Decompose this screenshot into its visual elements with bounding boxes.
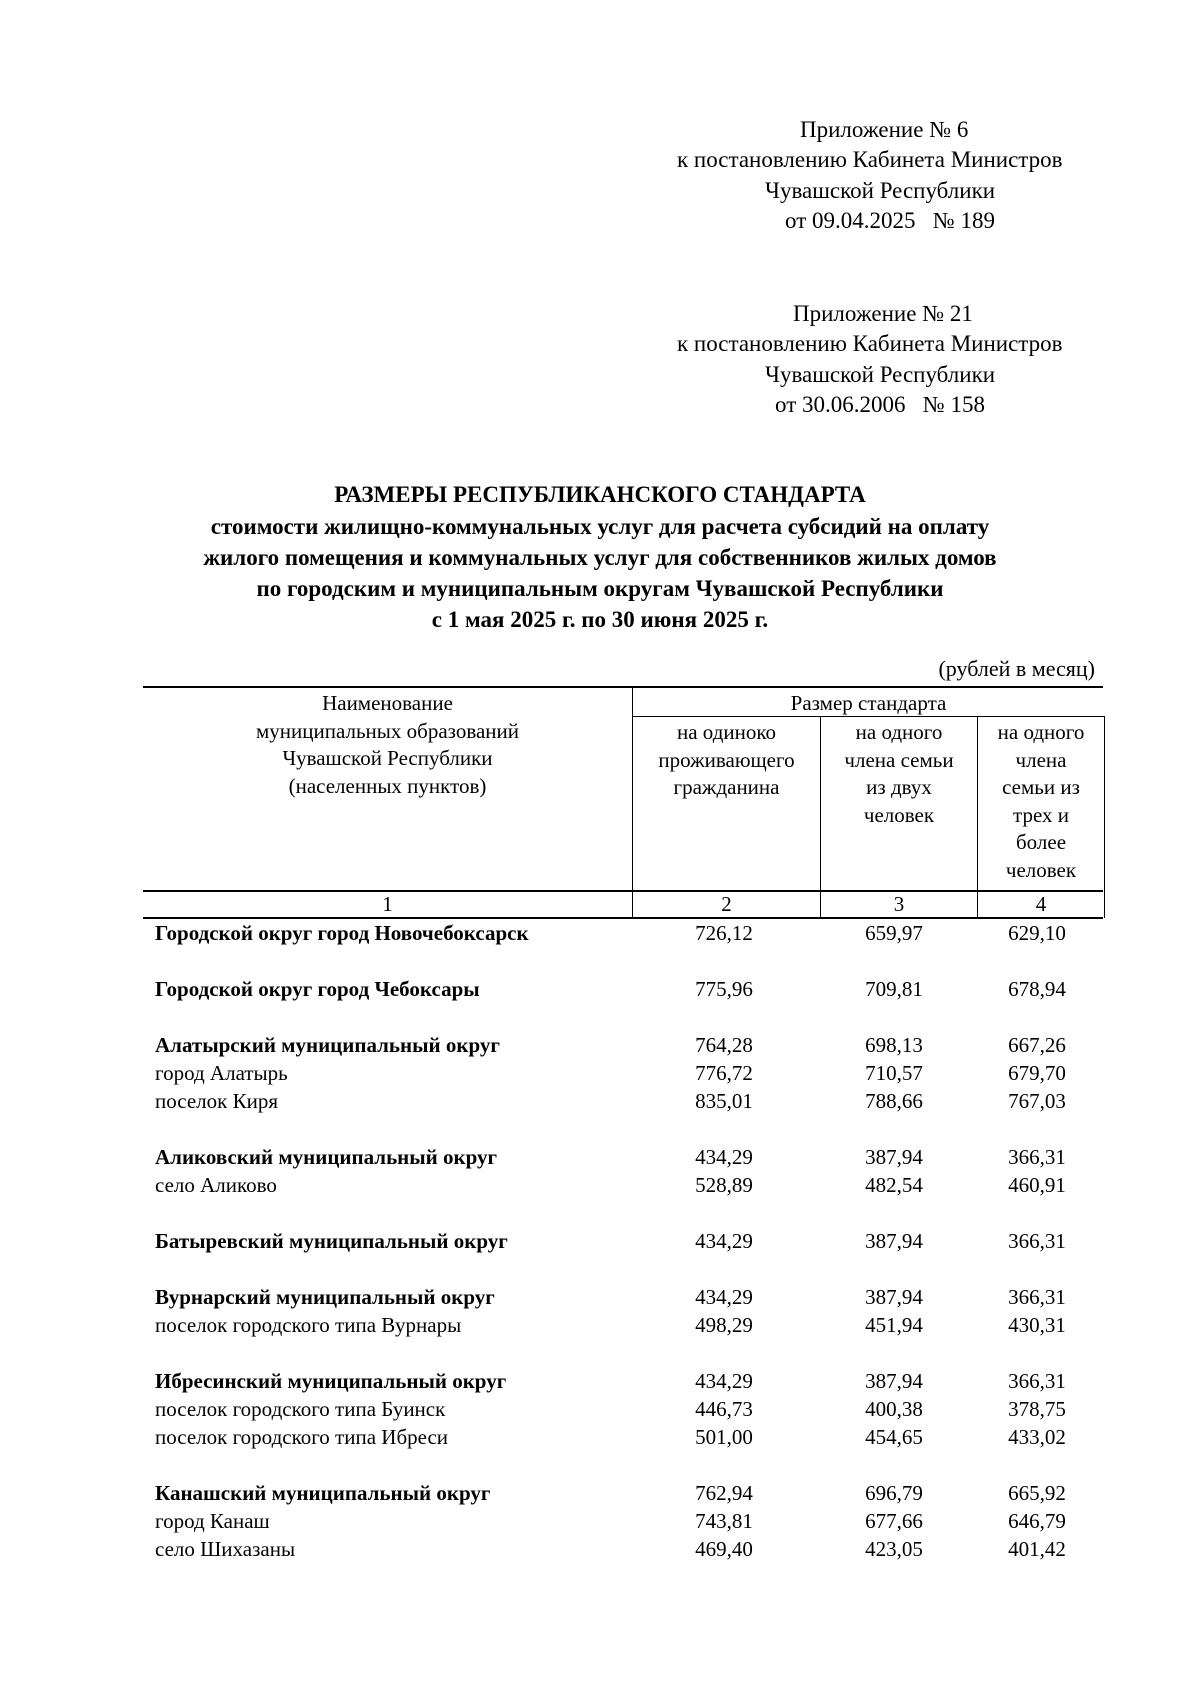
value-three: 629,10 <box>1008 921 1066 945</box>
row-name: поселок городского типа Вурнары <box>155 1313 462 1337</box>
row-name: Аликовский муниципальный округ <box>155 1145 498 1169</box>
value-three: 433,02 <box>1008 1425 1066 1449</box>
table-row <box>0 1481 1200 1508</box>
value-single: 743,81 <box>695 1509 753 1533</box>
value-two: 387,94 <box>865 1369 923 1393</box>
column-number-4: 4 <box>1035 892 1047 916</box>
doc-title-line4: по городским и муниципальным округам Чувашской Республики <box>256 576 944 601</box>
annex6-line1: Приложение № 6 <box>800 117 969 142</box>
value-single: 469,40 <box>695 1537 753 1561</box>
table-row <box>0 1033 1200 1060</box>
annex6-line3: Чувашской Республики <box>765 178 996 203</box>
header-col3-line: человек <box>863 802 935 827</box>
annex21-line1: Приложение № 21 <box>793 301 973 326</box>
row-name: Ибресинский муниципальный округ <box>155 1369 507 1393</box>
value-three: 366,31 <box>1008 1285 1066 1309</box>
value-single: 762,94 <box>695 1481 753 1505</box>
numbers-bottom-border <box>143 917 1103 919</box>
value-single: 775,96 <box>695 977 753 1001</box>
value-two: 387,94 <box>865 1285 923 1309</box>
value-two: 451,94 <box>865 1313 923 1337</box>
value-two: 454,65 <box>865 1425 923 1449</box>
header-col4-line: человек <box>1005 857 1077 882</box>
annex6-line2: к постановлению Кабинета Министров <box>677 147 1063 172</box>
value-two: 677,66 <box>865 1509 923 1533</box>
header-single-citizen <box>633 719 820 802</box>
table-row <box>0 1089 1200 1116</box>
value-single: 776,72 <box>695 1061 753 1085</box>
table-row <box>0 1509 1200 1536</box>
header-family-of-two <box>821 719 977 829</box>
value-single: 501,00 <box>695 1425 753 1449</box>
table-row <box>0 1537 1200 1564</box>
header-name-line: муниципальных образований <box>256 718 519 743</box>
table-top-border <box>143 686 1103 688</box>
value-single: 434,29 <box>695 1229 753 1253</box>
column-number-3: 3 <box>893 892 905 916</box>
table-row <box>0 1425 1200 1452</box>
table-row <box>0 977 1200 1004</box>
value-two: 698,13 <box>865 1033 923 1057</box>
row-name: Батыревский муниципальный округ <box>155 1229 508 1253</box>
value-three: 767,03 <box>1008 1089 1066 1113</box>
value-single: 446,73 <box>695 1397 753 1421</box>
header-col3-line: на одного <box>855 720 943 744</box>
row-name: поселок городского типа Буинск <box>155 1397 446 1421</box>
doc-title-line2: стоимости жилищно-коммунальных услуг для расчета субсидий на оплату <box>210 514 990 539</box>
units-note: (рублей в месяц) <box>938 656 1095 681</box>
doc-title-line5: с 1 мая 2025 г. по 30 июня 2025 г. <box>431 607 769 632</box>
row-name: село Шихазаны <box>155 1537 296 1561</box>
table-row <box>0 1397 1200 1424</box>
header-col4-line: более <box>1015 830 1067 854</box>
table-row <box>0 1061 1200 1088</box>
row-name: поселок Киря <box>155 1089 278 1113</box>
value-two: 788,66 <box>865 1089 923 1113</box>
header-col4-line: трех и <box>1013 802 1069 827</box>
header-name-line: Наименование <box>322 691 453 715</box>
table-row <box>0 1229 1200 1256</box>
header-name-column <box>143 690 632 800</box>
doc-title-line1: РАЗМЕРЫ РЕСПУБЛИКАНСКОГО СТАНДАРТА <box>334 482 866 507</box>
header-col4-line: члена <box>1015 747 1067 772</box>
header-family-of-three <box>978 719 1104 884</box>
row-name: Канашский муниципальный округ <box>155 1481 491 1505</box>
value-two: 696,79 <box>865 1481 923 1505</box>
header-name-line: Чувашской Республики <box>282 746 493 770</box>
header-name-line: (населенных пунктов) <box>288 773 487 798</box>
value-three: 366,31 <box>1008 1369 1066 1393</box>
annex21-line2: к постановлению Кабинета Министров <box>677 331 1063 356</box>
header-col2-line: на одиноко <box>676 720 776 744</box>
row-name: Городской округ город Новочебоксарск <box>155 921 529 945</box>
value-three: 678,94 <box>1008 977 1066 1001</box>
table-row <box>0 1285 1200 1312</box>
value-three: 378,75 <box>1008 1397 1066 1421</box>
value-single: 528,89 <box>695 1173 753 1197</box>
row-name: город Алатырь <box>155 1061 288 1085</box>
value-three: 401,42 <box>1008 1537 1066 1561</box>
value-three: 646,79 <box>1008 1509 1066 1533</box>
value-two: 400,38 <box>865 1397 923 1421</box>
value-three: 366,31 <box>1008 1145 1066 1169</box>
row-name: поселок городского типа Ибреси <box>155 1425 449 1449</box>
value-three: 679,70 <box>1008 1061 1066 1085</box>
header-col3-line: члена семьи <box>844 747 954 772</box>
value-single: 498,29 <box>695 1313 753 1337</box>
header-group-standard: Размер стандарта <box>790 691 947 715</box>
value-three: 667,26 <box>1008 1033 1066 1057</box>
header-col2-line: гражданина <box>673 775 780 799</box>
col-divider-4 <box>1104 717 1105 918</box>
doc-title-line3: жилого помещения и коммунальных услуг для собственников жилых домов <box>203 545 997 570</box>
table-row <box>0 921 1200 948</box>
header-col3-line: из двух <box>866 775 932 799</box>
value-single: 726,12 <box>695 921 753 945</box>
row-name: город Канаш <box>155 1509 270 1533</box>
header-col2-line: проживающего <box>658 747 795 772</box>
header-col4-line: на одного <box>997 720 1085 744</box>
column-number-2: 2 <box>721 892 732 916</box>
column-number-1: 1 <box>382 892 393 916</box>
value-single: 434,29 <box>695 1285 753 1309</box>
row-name: Алатырский муниципальный округ <box>155 1033 500 1057</box>
row-name: Городской округ город Чебоксары <box>155 977 480 1001</box>
table-row <box>0 1145 1200 1172</box>
value-three: 430,31 <box>1008 1313 1066 1337</box>
value-three: 460,91 <box>1008 1173 1066 1197</box>
annex21-line3: Чувашской Республики <box>765 362 996 387</box>
value-two: 387,94 <box>865 1145 923 1169</box>
value-single: 434,29 <box>695 1145 753 1169</box>
value-two: 387,94 <box>865 1229 923 1253</box>
value-two: 423,05 <box>865 1537 923 1561</box>
annex6-line4: от 09.04.2025 № 189 <box>785 208 995 233</box>
table-row <box>0 1173 1200 1200</box>
table-row <box>0 1313 1200 1340</box>
value-single: 764,28 <box>695 1033 753 1057</box>
row-name: Вурнарский муниципальный округ <box>155 1285 495 1309</box>
value-two: 710,57 <box>865 1061 923 1085</box>
row-name: село Аликово <box>155 1173 277 1197</box>
value-single: 434,29 <box>695 1369 753 1393</box>
value-two: 709,81 <box>865 977 923 1001</box>
annex21-line4: от 30.06.2006 № 158 <box>775 392 985 417</box>
header-col4-line: семьи из <box>1002 775 1080 799</box>
value-two: 659,97 <box>865 921 923 945</box>
table-row <box>0 1369 1200 1396</box>
value-two: 482,54 <box>865 1173 923 1197</box>
value-three: 366,31 <box>1008 1229 1066 1253</box>
value-three: 665,92 <box>1008 1481 1066 1505</box>
value-single: 835,01 <box>695 1089 753 1113</box>
